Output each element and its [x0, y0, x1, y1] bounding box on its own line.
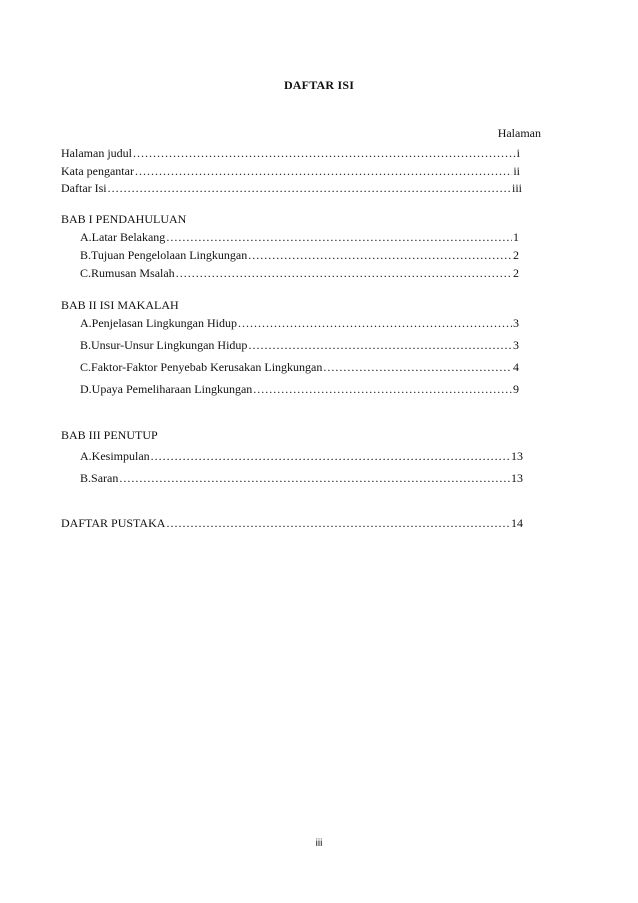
toc-entry: [80, 382, 519, 397]
toc-entry-page: 13: [511, 449, 523, 463]
toc-entry-page: 4: [513, 360, 519, 374]
toc-entry-page: 3: [513, 338, 519, 352]
toc-entry-number: C.: [80, 360, 92, 374]
dot-leader: [248, 248, 512, 263]
toc-entry-number: A.: [80, 316, 92, 330]
toc-entry-page: 14: [511, 516, 523, 530]
toc-entry-label: Unsur-Unsur Lingkungan Hidup: [91, 338, 248, 352]
page-title: DAFTAR ISI: [283, 78, 355, 92]
dot-leader: [248, 338, 512, 353]
toc-entry-label: Penjelasan Lingkungan Hidup: [91, 316, 237, 330]
toc-entry-label: Faktor-Faktor Penyebab Kerusakan Lingkungan: [91, 360, 323, 374]
dot-leader: [166, 230, 512, 245]
section-heading-bab3: BAB III PENUTUP: [61, 428, 158, 442]
toc-entry-number: A.: [80, 449, 92, 463]
toc-entry: [80, 230, 519, 245]
toc-entry-label: Latar Belakang: [91, 230, 166, 244]
toc-entry: [80, 360, 519, 375]
toc-entry-number: C.: [80, 266, 92, 280]
toc-entry-page: 2: [513, 248, 519, 262]
section-heading-bab1: BAB I PENDAHULUAN: [61, 212, 187, 226]
dot-leader: [133, 146, 516, 161]
dot-leader: [135, 164, 512, 179]
toc-entry-label: Daftar Isi: [61, 181, 107, 195]
toc-entry-daftar-isi: [61, 181, 522, 196]
toc-entry: [80, 449, 523, 464]
toc-entry-kata-pengantar: [61, 164, 520, 179]
toc-entry-label: Halaman judul: [61, 146, 132, 160]
toc-entry-number: B.: [80, 338, 92, 352]
toc-entry-number: D.: [80, 382, 92, 396]
page-number: iii: [315, 838, 323, 849]
toc-entry: [80, 266, 519, 281]
toc-entry-page: ii: [513, 164, 520, 178]
toc-entry: [80, 316, 519, 331]
toc-entry: [80, 338, 519, 353]
toc-entry-label: Rumusan Msalah: [91, 266, 175, 280]
toc-entry-halaman-judul: [61, 146, 520, 161]
toc-entry-label: Tujuan Pengelolaan Lingkungan: [91, 248, 248, 262]
toc-entry: [80, 248, 519, 263]
toc-entry-label: DAFTAR PUSTAKA: [61, 516, 166, 530]
dot-leader: [108, 181, 511, 196]
dot-leader: [238, 316, 512, 331]
toc-entry-number: B.: [80, 248, 92, 262]
section-heading-bab2: BAB II ISI MAKALAH: [61, 298, 179, 312]
dot-leader: [253, 382, 512, 397]
toc-entry-label: Upaya Pemeliharaan Lingkungan: [91, 382, 253, 396]
dot-leader: [176, 266, 512, 281]
page-column-header: Halaman: [497, 126, 541, 140]
toc-entry-number: A.: [80, 230, 92, 244]
dot-leader: [323, 360, 512, 375]
toc-entry-label: Kata pengantar: [61, 164, 134, 178]
toc-entry-page: 13: [511, 471, 523, 485]
toc-entry-page: 9: [513, 382, 519, 396]
toc-entry-page: i: [516, 146, 520, 160]
toc-entry-page: iii: [511, 181, 522, 195]
toc-entry: [80, 471, 523, 486]
dot-leader: [166, 516, 510, 531]
toc-entry-number: B.: [80, 471, 92, 485]
dot-leader: [119, 471, 510, 486]
toc-entry-page: 2: [513, 266, 519, 280]
toc-entry-label: Kesimpulan: [91, 449, 150, 463]
toc-entry-page: 1: [513, 230, 519, 244]
toc-entry-daftar-pustaka: [61, 516, 523, 531]
dot-leader: [151, 449, 510, 464]
toc-entry-label: Saran: [91, 471, 119, 485]
toc-entry-page: 3: [513, 316, 519, 330]
